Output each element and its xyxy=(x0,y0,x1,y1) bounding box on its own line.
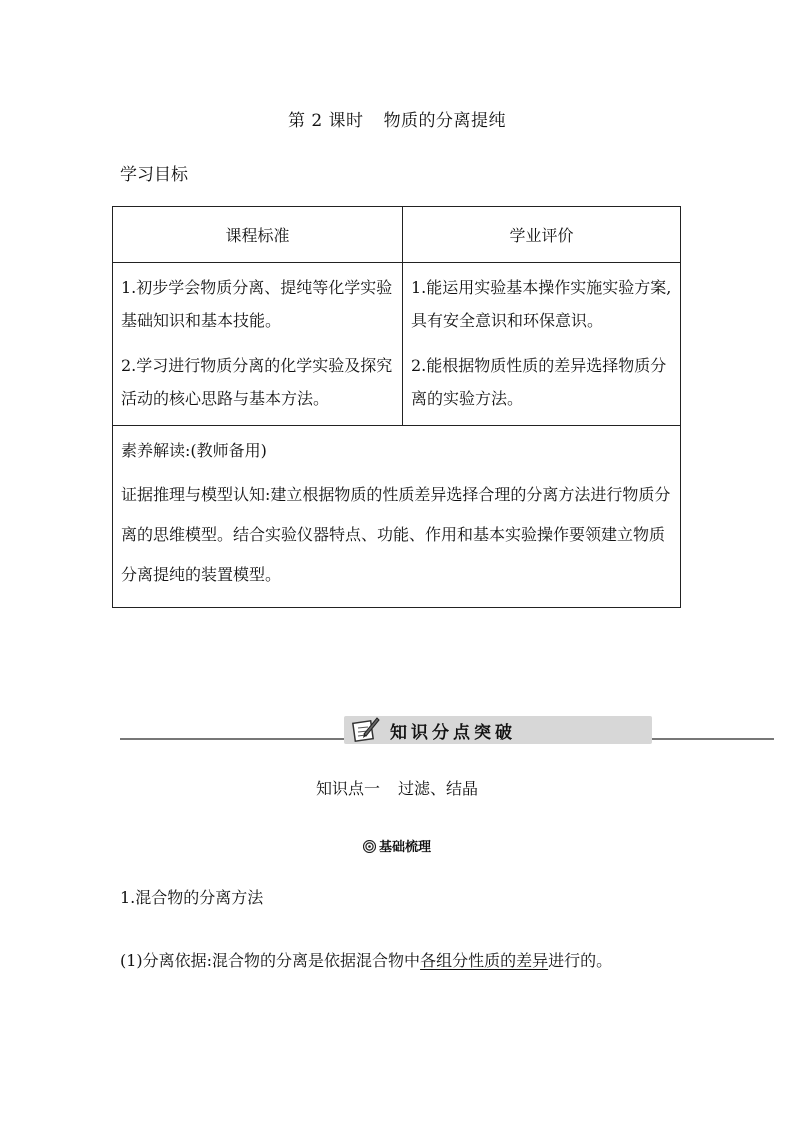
lesson-number: 第 2 课时 xyxy=(287,111,364,131)
literacy-title: 素养解读:(教师备用) xyxy=(121,441,267,460)
para-underlined: 各组分性质的差异 xyxy=(420,951,549,970)
basic-review-heading xyxy=(0,836,794,855)
lesson-title: 物质的分离提纯 xyxy=(383,111,507,131)
banner-pill xyxy=(344,716,652,744)
page-title xyxy=(0,106,794,131)
objectives-label: 学习目标 xyxy=(120,165,188,185)
target-circle-icon xyxy=(363,840,376,853)
evaluation-item-1: 1.能运用实验基本操作实施实验方案,具有安全意识和环保意识。 xyxy=(411,278,672,330)
header-curriculum: 课程标准 xyxy=(113,207,403,263)
banner-text: 知识分点突破 xyxy=(390,723,516,743)
para-suffix: 进行的。 xyxy=(548,951,613,970)
curriculum-cell xyxy=(113,263,403,426)
section1-heading: 1.混合物的分离方法 xyxy=(120,888,264,907)
literacy-cell xyxy=(113,426,681,608)
curriculum-item-2: 2.学习进行物质分离的化学实验及探究活动的核心思路与基本方法。 xyxy=(121,356,393,408)
section1-paragraph xyxy=(120,938,680,984)
basic-review-label: 基础梳理 xyxy=(378,840,431,855)
section-banner xyxy=(120,712,774,746)
knowledge-point-label: 知识点一 xyxy=(315,779,380,798)
objectives-table xyxy=(112,206,681,608)
para-prefix: (1)分离依据:混合物的分离是依据混合物中 xyxy=(120,951,421,970)
evaluation-cell xyxy=(403,263,681,426)
knowledge-point-title xyxy=(0,776,794,799)
curriculum-item-1: 1.初步学会物质分离、提纯等化学实验基础知识和基本技能。 xyxy=(121,278,393,330)
literacy-body: 证据推理与模型认知:建立根据物质的性质差异选择合理的分离方法进行物质分离的思维模型。结合实验仪器特点、功能、作用和基本实验操作要领建立物质分离提纯的装置模型。 xyxy=(121,485,671,584)
knowledge-point-name: 过滤、结晶 xyxy=(398,779,479,798)
evaluation-item-2: 2.能根据物质性质的差异选择物质分离的实验方法。 xyxy=(411,356,667,408)
header-evaluation: 学业评价 xyxy=(403,207,681,263)
pen-paper-icon xyxy=(350,714,380,744)
